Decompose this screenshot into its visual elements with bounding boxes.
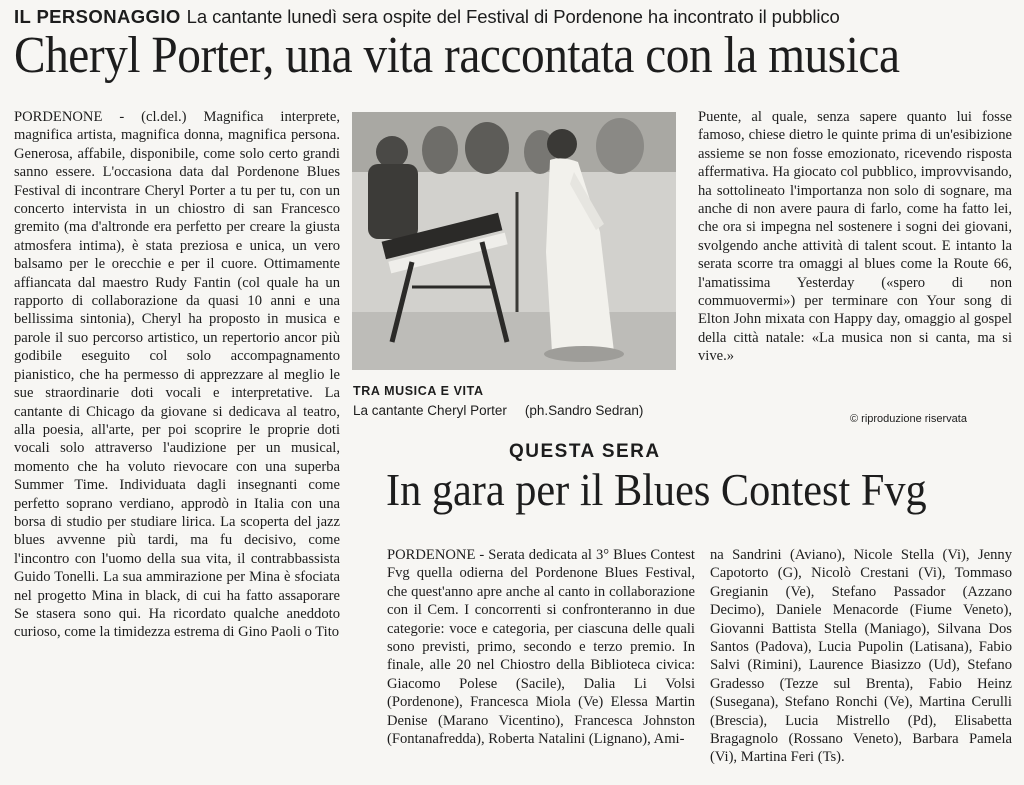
article-column-2 — [698, 108, 1012, 366]
photo-caption-text: La cantante Cheryl Porter — [353, 403, 507, 418]
second-article-column-1 — [387, 546, 695, 748]
second-headline: In gara per il Blues Contest Fvg — [386, 464, 927, 515]
photo-caption-title: TRA MUSICA E VITA — [353, 384, 484, 398]
article-column-1-text: PORDENONE - (cl.del.) Magnifica interprete, magnifica artista, magnifica donna, magnifica persona. Generosa, affabile, disponibile, come solo certo grandi sanno essere. L'occasiona data dal Pordenone Blues Festival di incontrare Cheryl Porter a tu per tu, con un concerto intervista in un chiostro di san Francesco gremito (ma d'altronde era perfetto per creare la giusta atmosfera intima), è stata preziosa e unica, un vero balsamo per le orecchie e per il cuore. Ottimamente affiancata dal maestro Rudy Fantin (col quale ha un rapporto di collaborazione da quasi 10 anni e una bellissima sintonia), Cheryl ha proposto in musica e parole il suo percorso artistico, un repertorio ancor più godibile eseguito col solo accompagnamento pianistico, che ha permesso di apprezzare al meglio le sue straordinarie doti vocali e interpretative. La cantante di Chicago da giovane si dedicava al teatro, alla poesia, all'arte, per poi scoprire le proprie doti vocali solo attraverso l'audizione per un musical, momento che ha voluto rievocare con una superba Summer Time. Individuata dagli insegnanti come perfetto soprano verdiano, approdò in Italia con una borsa di studio per studiare lirica. La scoperta del jazz blues avvenne più tardi, ma fu decisivo, come l'incontro con l'uomo della sua vita, il contrabbassista Guido Tonelli. La sua ammirazione per Mina è sfociata nel progetto Mina in black, di cui ha fatto assaporare Se stasera sono qui. Ha ricordato qualche aneddoto curioso, come la timidezza estrema di Gino Paoli o Tito — [14, 109, 340, 641]
section-label: QUESTA SERA — [509, 441, 661, 462]
article-column-1 — [14, 108, 340, 642]
second-article-column-2-text: na Sandrini (Aviano), Nicole Stella (Vi), Jenny Capotorto (G), Nicolò Crestani (Vi), Tommaso Gregianin (Ve), Stefano Passador (Azzano Decimo), Daniele Menacorde (Fiume Veneto), Giovanni Battista Stella (Maniago), Silvana Dos Santos (Padova), Lucia Pupolin (Latisana), Fabio Salvi (Rimini), Laurence Biasizzo (Ud), Stefano Gradesso (Tezze sul Brenta), Fabio Heinz (Susegana), Stefano Ronchi (Ve), Martina Cerulli (Brescia), Lucia Mistrello (Pd), Elisabetta Bragagnolo (Rossano Veneto), Barbara Pamela (Vi), Martina Feri (Ts). — [710, 547, 1012, 766]
photo — [352, 112, 676, 370]
photo-image — [352, 112, 676, 370]
second-article-column-2 — [710, 546, 1012, 767]
photo-caption — [353, 403, 643, 418]
headline: Cheryl Porter, una vita raccontata con la musica — [14, 27, 900, 84]
second-article-column-1-text: PORDENONE - Serata dedicata al 3° Blues Contest Fvg quella odierna del Pordenone Blues Festival, che quest'anno apre anche al canto in collaborazione con il Cem. I concorrenti si confronteranno in due categorie: voce e categoria, per ciascuna delle quali sono previsti, primo, secondo e terzo premio. In finale, alle 20 nel Chiostro della Biblioteca civica: Giacomo Polese (Sacile), Dalia Li Volsi (Pordenone), Francesca Miola (Ve) Elessa Martin Denise (Marano Vicentino), Francesca Johnston (Fontanafredda), Roberta Natalini (Lignano), Ami- — [387, 547, 695, 748]
copyright-notice: © riproduzione riservata — [850, 413, 967, 425]
article-column-2-text: Puente, al quale, senza sapere quanto lui fosse famoso, chiese dietro le quinte prima di un'esibizione assieme se non fosse emozionato, ricevendo risposta affermativa. Ha giocato col pubblico, improvvisando, ha sottolineato l'importanza non solo di sognare, ma anche di non avere paura di farlo, come ha fatto lei, che ora si impegna nel sostenere i sogni dei giovani, svolgendo anche attività di talent scout. E intanto la serata scorre tra omaggi al blues come la Route 66, l'amatissima Yesterday («spero di non commuovermi») per terminare con Your song di Elton John mixata con Happy day, omaggio al gospel della città natale: «La musica non si canta, ma si vive.» — [698, 109, 1012, 365]
kicker-text: La cantante lunedì sera ospite del Festival di Pordenone ha incontrato il pubblico — [186, 6, 840, 27]
kicker-tag: IL PERSONAGGIO — [14, 6, 181, 27]
kicker — [14, 6, 1014, 28]
photo-credit: (ph.Sandro Sedran) — [524, 403, 644, 418]
